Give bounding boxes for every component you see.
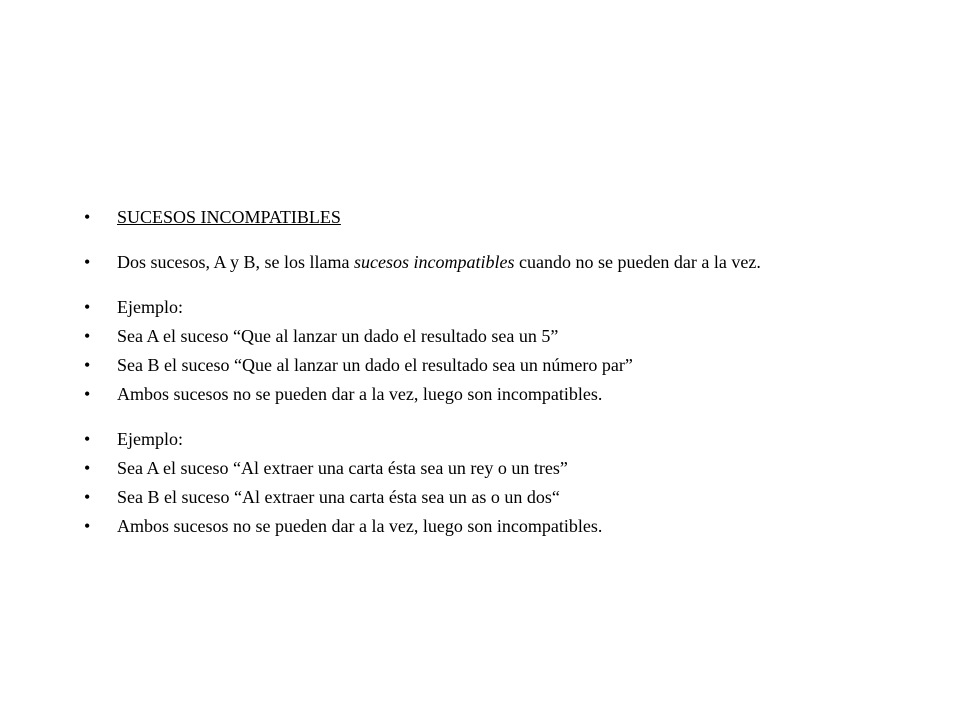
example2-label-text: Ejemplo: [117, 429, 183, 449]
example1-line-a-text: Sea A el suceso “Que al lanzar un dado el resultado sea un 5” [117, 326, 559, 346]
example1-conclusion [84, 384, 864, 404]
heading-item [84, 207, 864, 227]
example1-line-b [84, 355, 864, 375]
definition-term: sucesos incompatibles [354, 252, 515, 272]
example2-conclusion-text: Ambos sucesos no se pueden dar a la vez, luego son incompatibles. [117, 516, 603, 536]
example1-line-b-text: Sea B el suceso “Que al lanzar un dado el resultado sea un número par” [117, 355, 633, 375]
example2-line-a-text: Sea A el suceso “Al extraer una carta ésta sea un rey o un tres” [117, 458, 568, 478]
example1-line-a [84, 326, 864, 346]
example2-conclusion [84, 516, 864, 536]
example1-conclusion-text: Ambos sucesos no se pueden dar a la vez, luego son incompatibles. [117, 384, 603, 404]
example1-label-text: Ejemplo: [117, 297, 183, 317]
bullet-list [84, 207, 864, 545]
example2-label [84, 429, 864, 449]
definition-text-before: Dos sucesos, A y B, se los llama [117, 252, 354, 272]
example2-line-a [84, 458, 864, 478]
example1-label [84, 297, 864, 317]
slide-heading: SUCESOS INCOMPATIBLES [117, 207, 341, 227]
example2-line-b-text: Sea B el suceso “Al extraer una carta ésta sea un as o un dos“ [117, 487, 560, 507]
example2-line-b [84, 487, 864, 507]
definition-item [84, 252, 864, 272]
definition-text-after: cuando no se pueden dar a la vez. [514, 252, 761, 272]
